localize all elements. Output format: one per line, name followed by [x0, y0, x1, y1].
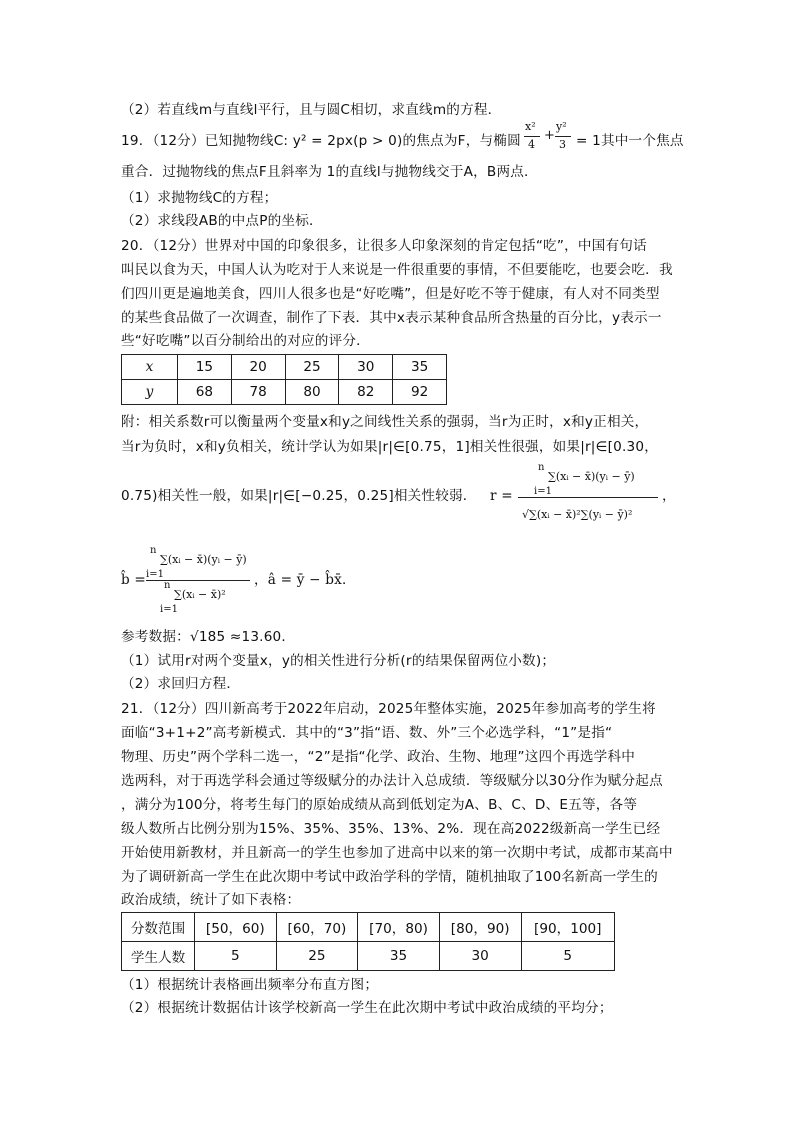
q21-line9: 政治成绩，统计了如下表格： [121, 892, 301, 908]
r-denominator: √∑(xᵢ − x̄)²∑(yᵢ − ȳ)² [522, 508, 633, 521]
sum-top: n [164, 580, 171, 591]
q21-line7: 开始使用新教材，并且新高一的学生也参加了进高中以来的第一次期中考试，成都市某高中 [121, 845, 673, 861]
table-cell: 分数范围 [122, 913, 195, 942]
b-numerator: ∑(xᵢ − x̄)(yᵢ − ȳ) [160, 553, 247, 566]
q20-line2: 叫民以食为天，中国人认为吃对于人来说是一件很重要的事情，不但要能吃，也要会吃．我 [121, 262, 673, 278]
ellipse-y2: y² [556, 120, 567, 133]
q18-part2: （2）若直线m与直线l平行，且与圆C相切，求直线m的方程． [121, 102, 502, 118]
frac-bar [555, 136, 571, 137]
sum-bottom: i=1 [160, 604, 178, 615]
reference-data: 参考数据：√185 ≈13.60． [121, 629, 296, 645]
q20-line1: 20．（12分）世界对中国的印象很多，让很多人印象深刻的肯定包括“吃”，中国有句话 [121, 238, 647, 254]
b-label: b̂ = [121, 572, 147, 588]
table-row [122, 380, 447, 405]
table-cell: 5 [521, 942, 615, 971]
q20-line5: 些“好吃嘴”以百分制给出的对应的评分． [121, 333, 370, 349]
q21-line8: 为了调研新高一学生在此次期中考试中政治学科的学情，随机抽取了100名新高一学生的 [121, 869, 658, 885]
q19-part2: （2）求线段AB的中点P的坐标． [121, 213, 323, 229]
sum-bottom: i=1 [534, 486, 552, 497]
table-cell: 30 [339, 355, 393, 380]
table-cell: 92 [393, 380, 447, 405]
table-cell: [80，90) [439, 913, 521, 942]
q20-part2: （2）求回归方程． [121, 676, 241, 692]
frac-bar [146, 580, 250, 581]
table-cell: 25 [285, 355, 339, 380]
frac-bar [524, 136, 540, 137]
table-cell: 5 [195, 942, 277, 971]
q20-part1: （1）试用r对两个变量x，y的相关性进行分析(r的结果保留两位小数)； [121, 653, 556, 669]
q19-part1: （1）求抛物线C的方程； [121, 190, 278, 206]
q19-tail: = 1其中一个焦点 [576, 133, 684, 149]
table-cell: 35 [393, 355, 447, 380]
table-row [122, 942, 615, 971]
q21-line1: 21．（12分）四川新高考于2022年启动，2025年整体实施，2025年参加高考的学生将 [121, 701, 656, 717]
comma: ， [662, 488, 676, 504]
table-row [122, 913, 615, 942]
data-table-scores [121, 912, 615, 971]
q21-part1: （1）根据统计表格画出频率分布直方图； [121, 977, 379, 993]
table-cell: 80 [285, 380, 339, 405]
table-cell: x [122, 355, 178, 380]
ellipse-x2: x² [525, 120, 536, 133]
q20-line3: 们四川更是遍地美食，四川人很多也是“好吃嘴”，但是好吃不等于健康，有人对不同类型 [121, 286, 660, 302]
table-cell: 68 [178, 380, 232, 405]
table-cell: 35 [358, 942, 440, 971]
note-line3: 0.75)相关性一般，如果|r|∈[−0.25，0.25]相关性较弱． [121, 488, 477, 504]
q21-line3: 物理、历史”两个学科二选一，“2”是指“化学、政治、生物、地理”这四个再选学科中 [121, 749, 636, 765]
q21-line4: 选两科，对于再选学科会通过等级赋分的办法计入总成绩．等级赋分以30分作为赋分起点 [121, 773, 663, 789]
table-cell: 学生人数 [122, 942, 195, 971]
q21-line6: 级人数所占比例分别为15%、35%、35%、13%、2%．现在高2022级新高一学生已经 [121, 821, 661, 837]
q20-line4: 的某些食品做了一次调查，制作了下表．其中x表示某种食品所含热量的百分比，y表示一 [121, 310, 662, 326]
sum-top: n [150, 545, 157, 556]
data-table-xy [121, 354, 447, 405]
table-cell: 15 [178, 355, 232, 380]
ellipse-d2: 3 [559, 138, 566, 151]
r-numerator: ∑(xᵢ − x̄)(yᵢ − ȳ) [548, 470, 635, 483]
ellipse-d1: 4 [528, 138, 535, 151]
sum-top: n [538, 462, 545, 473]
table-cell: 25 [276, 942, 358, 971]
table-cell: 78 [231, 380, 285, 405]
table-cell: 30 [439, 942, 521, 971]
r-label: r = [490, 488, 513, 504]
b-denominator: ∑(xᵢ − x̄)² [174, 588, 226, 601]
note-line2: 当r为负时，x和y负相关，统计学认为如果|r|∈[0.75，1]相关性很强，如果|r|∈[0.30， [121, 439, 658, 455]
table-cell: [50，60) [195, 913, 277, 942]
table-cell: y [122, 380, 178, 405]
q21-part2: （2）根据统计数据估计该学校新高一学生在此次期中考试中政治成绩的平均分； [121, 1000, 613, 1016]
note-line1: 附：相关系数r可以衡量两个变量x和y之间线性关系的强弱，当r为正时，x和y正相关， [121, 414, 649, 430]
q19-intro: 19．（12分）已知抛物线C: y² = 2px(p > 0)的焦点为F，与椭圆 [121, 133, 521, 149]
table-cell: 82 [339, 380, 393, 405]
frac-bar [518, 497, 658, 498]
a-formula: ，â = ȳ − b̂x̄． [254, 572, 356, 588]
q21-line5: ，满分为100分，将考生每门的原始成绩从高到低划定为A、B、C、D、E五等，各等 [121, 797, 638, 813]
table-row [122, 355, 447, 380]
q21-line2: 面临“3+1+2”高考新模式．其中的“3”指“语、数、外”三个必选学科，“1”是指“ [121, 725, 613, 741]
sum-bottom: i=1 [146, 569, 164, 580]
ellipse-plus: + [544, 128, 555, 143]
table-cell: [70，80) [358, 913, 440, 942]
table-cell: [90，100] [521, 913, 615, 942]
table-cell: [60，70) [276, 913, 358, 942]
q19-line2: 重合．过抛物线的焦点F且斜率为 1的直线l与抛物线交于A，B两点． [121, 164, 538, 180]
q19-line1 [121, 131, 521, 151]
table-cell: 20 [231, 355, 285, 380]
